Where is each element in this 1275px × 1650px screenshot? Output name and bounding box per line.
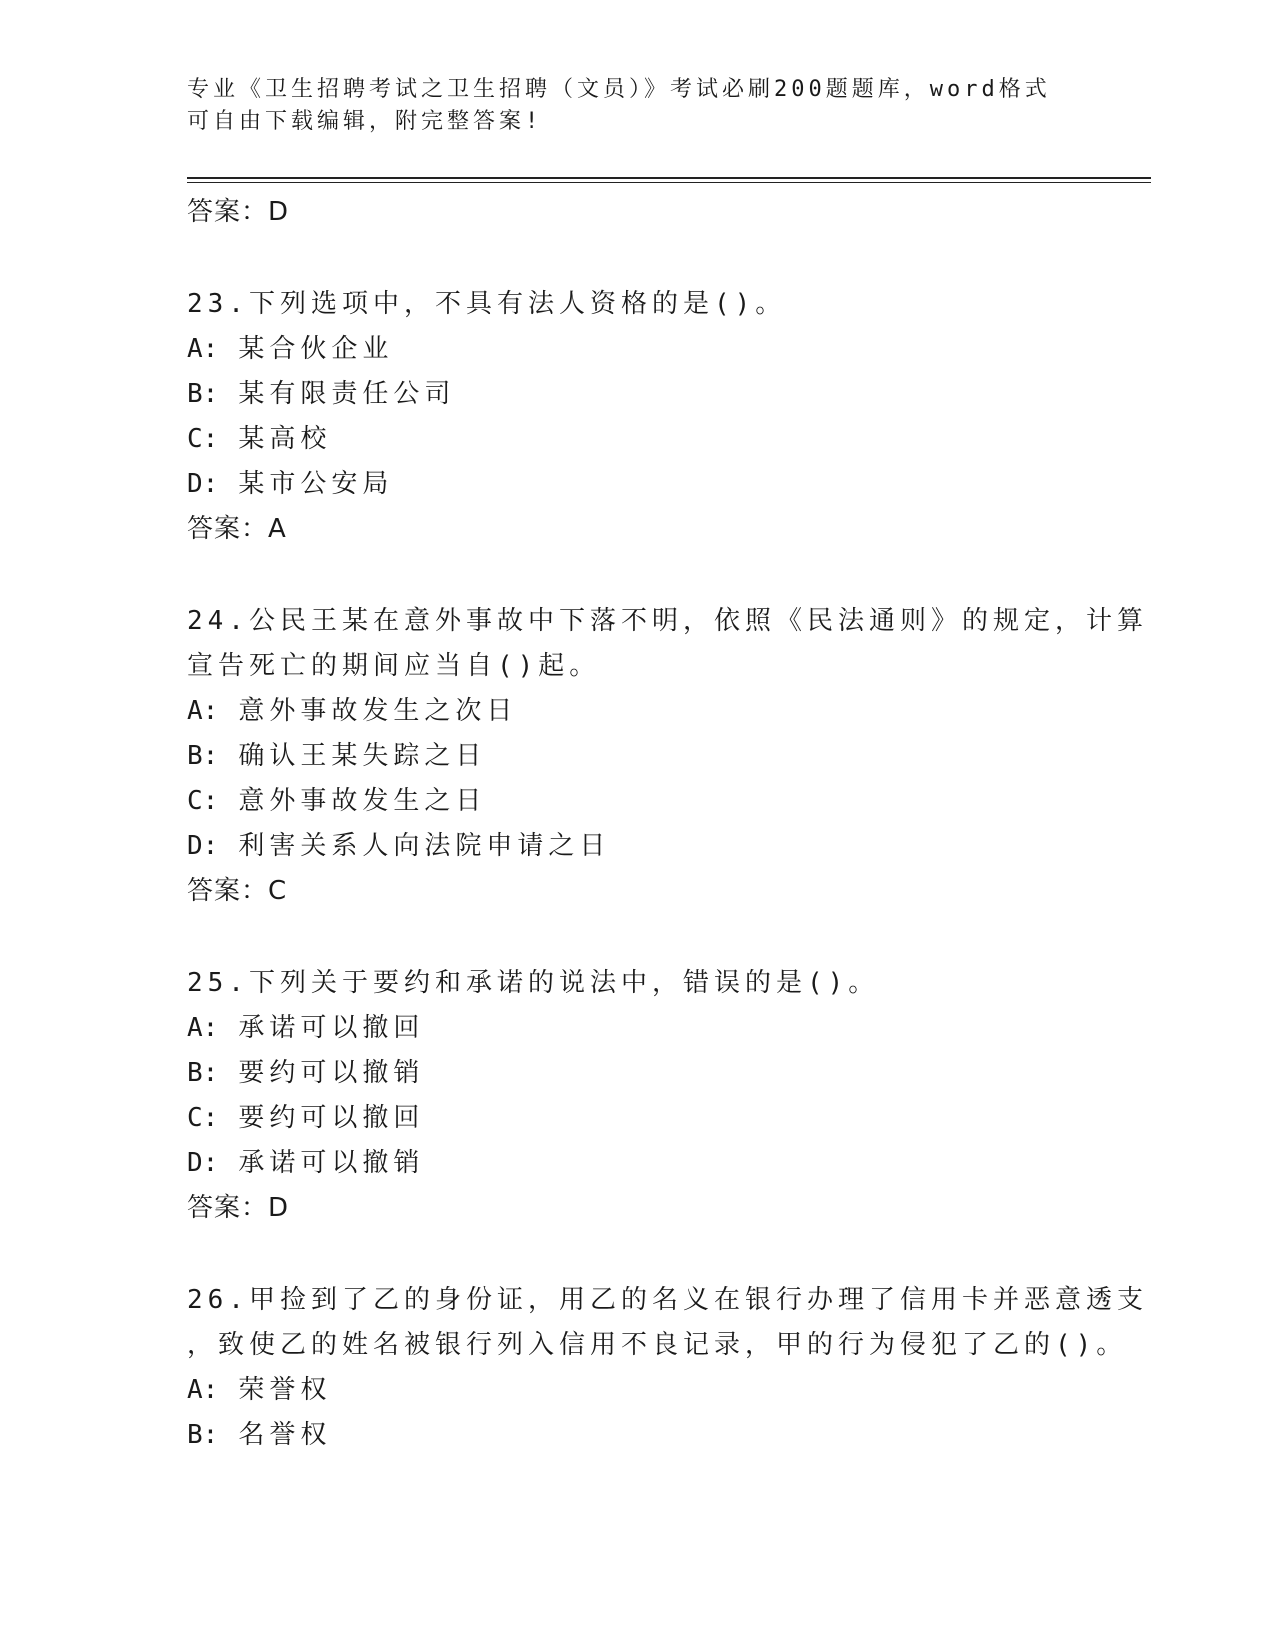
option-letter: C: <box>187 1103 219 1133</box>
option-text: 意外事故发生之次日 <box>238 696 518 726</box>
answer-value: C <box>268 876 288 906</box>
option-item <box>187 1413 1087 1458</box>
question-gap <box>187 234 1087 282</box>
option-item <box>187 372 1087 417</box>
option-item <box>187 689 1087 734</box>
answer-prefix: 答案： <box>187 514 269 544</box>
option-item <box>187 1096 1087 1141</box>
prev-answer-line <box>187 190 1087 234</box>
answer-prefix: 答案： <box>187 1193 269 1223</box>
option-item <box>187 734 1087 779</box>
answer-value: A <box>268 514 287 544</box>
option-text: 某合伙企业 <box>238 334 394 364</box>
question-block <box>187 961 1087 1230</box>
option-letter: C: <box>187 424 219 454</box>
question-text: 26.甲捡到了乙的身份证，用乙的名义在银行办理了信用卡并恶意透支 <box>187 1285 1148 1315</box>
option-letter: D: <box>187 1148 219 1178</box>
question-text: 25.下列关于要约和承诺的说法中，错误的是()。 <box>187 968 880 998</box>
option-letter: B: <box>187 741 219 771</box>
option-letter: D: <box>187 831 219 861</box>
option-letter: C: <box>187 786 219 816</box>
option-letter: A: <box>187 1013 219 1043</box>
answer-line <box>187 507 1087 551</box>
option-text: 承诺可以撤回 <box>238 1013 425 1043</box>
question-text: 24.公民王某在意外事故中下落不明，依照《民法通则》的规定，计算 <box>187 606 1148 636</box>
answer-value: D <box>268 1193 290 1223</box>
option-item <box>187 779 1087 824</box>
option-text: 意外事故发生之日 <box>238 786 487 816</box>
question-block <box>187 1278 1148 1458</box>
option-letter: D: <box>187 469 219 499</box>
answer-prefix: 答案： <box>187 876 269 906</box>
option-letter: A: <box>187 1375 219 1405</box>
question-gap <box>187 1230 1087 1278</box>
question-gap <box>187 551 1087 599</box>
header-rule <box>187 177 1151 179</box>
option-text: 荣誉权 <box>238 1375 332 1405</box>
document-header: 专业《卫生招聘考试之卫生招聘（文员）》考试必刷200题题库，word格式可自由下载编辑，附完整答案! <box>187 77 1051 134</box>
option-letter: A: <box>187 334 219 364</box>
question-block <box>187 282 1087 551</box>
option-text: 某高校 <box>238 424 332 454</box>
option-letter: B: <box>187 1058 219 1088</box>
option-text: 名誉权 <box>238 1420 332 1450</box>
answer-value: D <box>268 197 290 227</box>
option-text: 要约可以撤销 <box>238 1058 425 1088</box>
option-item <box>187 327 1087 372</box>
question-text: ，致使乙的姓名被银行列入信用不良记录，甲的行为侵犯了乙的()。 <box>187 1330 1128 1360</box>
option-item <box>187 1051 1087 1096</box>
question-list <box>187 190 1148 1458</box>
answer-line <box>187 869 1087 913</box>
option-text: 承诺可以撤销 <box>238 1148 425 1178</box>
question-text: 23.下列选项中，不具有法人资格的是()。 <box>187 289 787 319</box>
option-text: 某有限责任公司 <box>238 379 456 409</box>
question-gap <box>187 913 1087 961</box>
answer-line <box>187 1186 1087 1230</box>
option-letter: B: <box>187 1420 219 1450</box>
option-item <box>187 417 1087 462</box>
option-item <box>187 1368 1087 1413</box>
option-text: 要约可以撤回 <box>238 1103 425 1133</box>
option-letter: A: <box>187 696 219 726</box>
answer-prefix: 答案： <box>187 197 269 227</box>
question-block <box>187 599 1148 913</box>
option-item <box>187 824 1087 869</box>
option-text: 某市公安局 <box>238 469 394 499</box>
option-item <box>187 1006 1087 1051</box>
question-text: 宣告死亡的期间应当自()起。 <box>187 651 601 681</box>
option-letter: B: <box>187 379 219 409</box>
option-item <box>187 462 1087 507</box>
option-text: 确认王某失踪之日 <box>238 741 487 771</box>
header-rule-thin <box>187 182 1151 183</box>
option-item <box>187 1141 1087 1186</box>
option-text: 利害关系人向法院申请之日 <box>238 831 611 861</box>
